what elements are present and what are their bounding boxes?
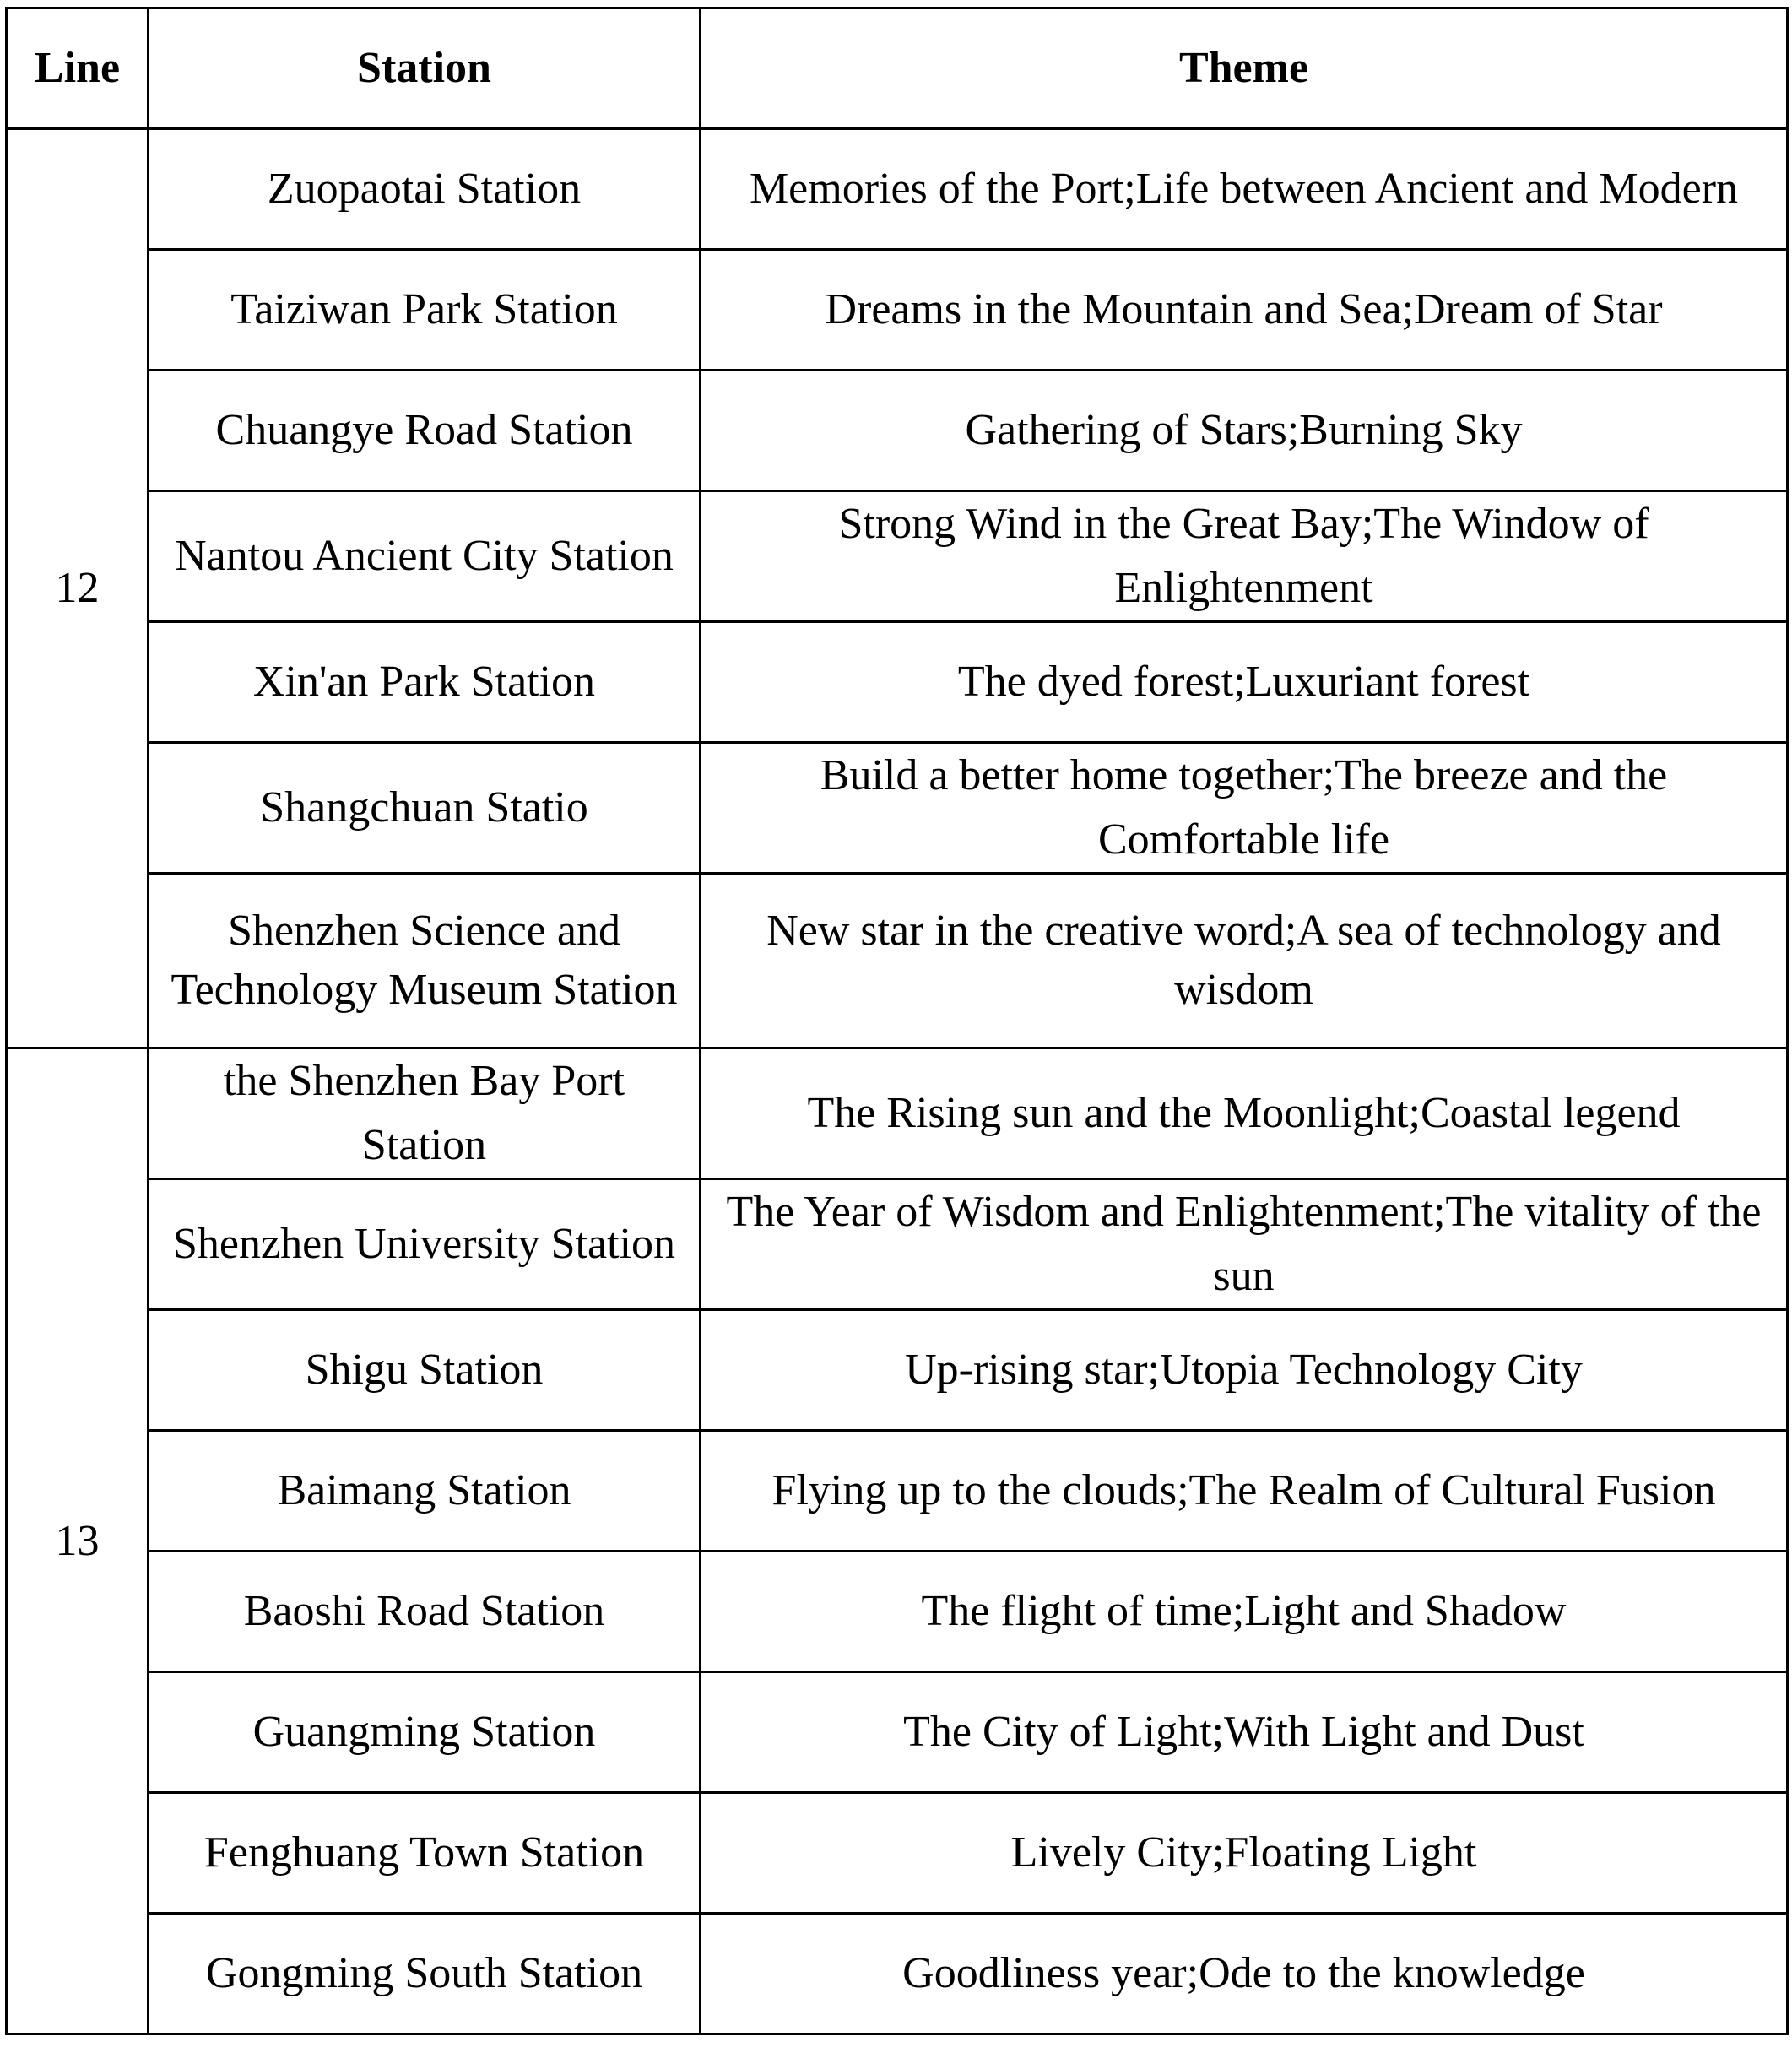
- header-theme: Theme: [701, 8, 1788, 129]
- table-row: [7, 1431, 1788, 1552]
- theme-cell: The City of Light;With Light and Dust: [701, 1672, 1788, 1793]
- header-line: Line: [7, 8, 149, 129]
- line-number-cell: 13: [7, 1048, 149, 2034]
- table-header-row: [7, 8, 1788, 129]
- table-row: [7, 1552, 1788, 1672]
- table-row: [7, 1179, 1788, 1310]
- theme-cell: The Year of Wisdom and Enlightenment;The vitality of the sun: [701, 1179, 1788, 1310]
- table-row: [7, 1793, 1788, 1914]
- station-cell: Baoshi Road Station: [149, 1552, 701, 1672]
- station-cell: Shangchuan Statio: [149, 743, 701, 874]
- theme-cell: Up-rising star;Utopia Technology City: [701, 1310, 1788, 1431]
- table-row: [7, 1672, 1788, 1793]
- theme-cell: Gathering of Stars;Burning Sky: [701, 371, 1788, 491]
- station-cell: Taiziwan Park Station: [149, 250, 701, 371]
- station-cell: Shigu Station: [149, 1310, 701, 1431]
- theme-cell: Flying up to the clouds;The Realm of Cultural Fusion: [701, 1431, 1788, 1552]
- header-station: Station: [149, 8, 701, 129]
- table-row: [7, 491, 1788, 622]
- table-row: [7, 371, 1788, 491]
- table-row: [7, 250, 1788, 371]
- station-theme-table: [5, 7, 1789, 2035]
- theme-cell: Strong Wind in the Great Bay;The Window of Enlightenment: [701, 491, 1788, 622]
- station-cell: Nantou Ancient City Station: [149, 491, 701, 622]
- theme-cell: Memories of the Port;Life between Ancient and Modern: [701, 129, 1788, 250]
- station-cell: Zuopaotai Station: [149, 129, 701, 250]
- station-cell: Baimang Station: [149, 1431, 701, 1552]
- theme-cell: The dyed forest;Luxuriant forest: [701, 622, 1788, 743]
- station-cell: Guangming Station: [149, 1672, 701, 1793]
- table-row: [7, 1914, 1788, 2034]
- theme-cell: Goodliness year;Ode to the knowledge: [701, 1914, 1788, 2034]
- table-row: [7, 129, 1788, 250]
- theme-cell: Build a better home together;The breeze and the Comfortable life: [701, 743, 1788, 874]
- station-cell: Chuangye Road Station: [149, 371, 701, 491]
- theme-cell: New star in the creative word;A sea of technology and wisdom: [701, 874, 1788, 1048]
- theme-cell: The flight of time;Light and Shadow: [701, 1552, 1788, 1672]
- station-cell: Xin'an Park Station: [149, 622, 701, 743]
- table-row: [7, 1310, 1788, 1431]
- theme-cell: Dreams in the Mountain and Sea;Dream of Star: [701, 250, 1788, 371]
- station-cell: the Shenzhen Bay Port Station: [149, 1048, 701, 1179]
- table-row: [7, 622, 1788, 743]
- station-cell: Shenzhen University Station: [149, 1179, 701, 1310]
- station-cell: Shenzhen Science and Technology Museum Station: [149, 874, 701, 1048]
- table-row: [7, 1048, 1788, 1179]
- table-row: [7, 743, 1788, 874]
- theme-cell: The Rising sun and the Moonlight;Coastal legend: [701, 1048, 1788, 1179]
- table-row: [7, 874, 1788, 1048]
- station-cell: Fenghuang Town Station: [149, 1793, 701, 1914]
- line-number-cell: 12: [7, 129, 149, 1048]
- station-cell: Gongming South Station: [149, 1914, 701, 2034]
- theme-cell: Lively City;Floating Light: [701, 1793, 1788, 1914]
